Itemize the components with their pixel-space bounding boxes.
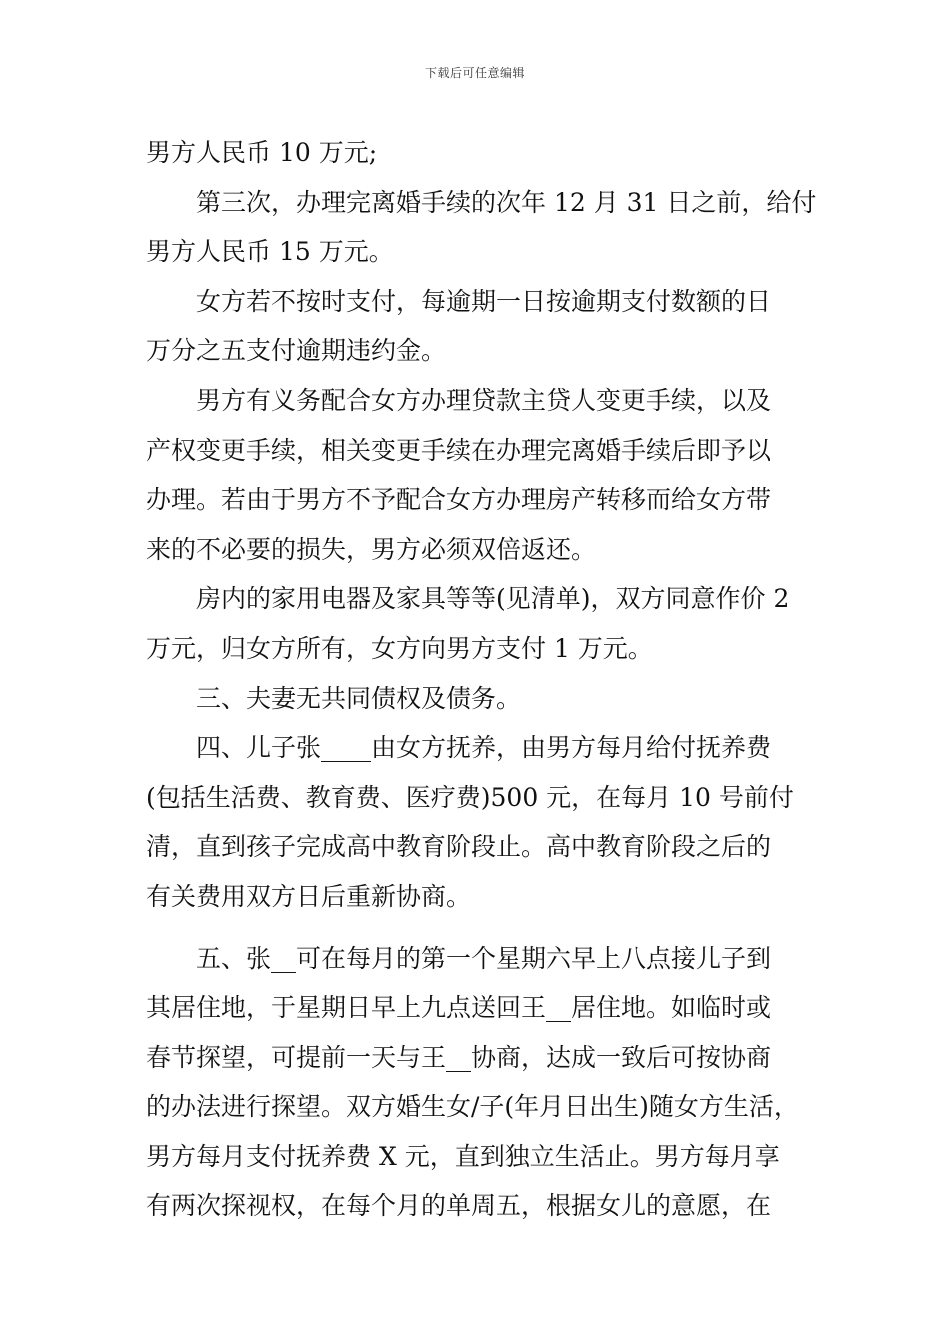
text-line: 房内的家用电器及家具等等(见清单)，双方同意作价 2 xyxy=(196,584,790,614)
text-line: 办理。若由于男方不予配合女方办理房产转移而给女方带 xyxy=(146,485,772,515)
text-line: 春节探望，可提前一天与王__协商，达成一致后可按协商 xyxy=(146,1042,772,1072)
text-line: 男方有义务配合女方办理贷款主贷人变更手续，以及 xyxy=(196,385,772,415)
text-line: 男方人民币 15 万元。 xyxy=(146,237,394,267)
text-line: 万分之五支付逾期违约金。 xyxy=(146,336,447,366)
text-line: 男方每月支付抚养费 X 元，直到独立生活止。男方每月享 xyxy=(146,1141,780,1171)
text-line: 有两次探视权，在每个月的单周五，根据女儿的意愿，在 xyxy=(146,1191,772,1221)
text-line: 第三次，办理完离婚手续的次年 12 月 31 日之前，给付 xyxy=(196,187,817,217)
text-line: 其居住地，于星期日早上九点送回王__居住地。如临时或 xyxy=(146,993,772,1023)
text-line: 万元，归女方所有，女方向男方支付 1 万元。 xyxy=(146,633,653,663)
paragraph-gap xyxy=(146,922,811,934)
page-header-note: 下载后可任意编辑 xyxy=(424,66,525,80)
text-line: 女方若不按时支付，每逾期一日按逾期支付数额的日 xyxy=(196,286,772,316)
text-line: 三、夫妻无共同债权及债务。 xyxy=(196,683,522,713)
text-line: 清，直到孩子完成高中教育阶段止。高中教育阶段之后的 xyxy=(146,832,772,862)
text-line: 五、张__可在每月的第一个星期六早上八点接儿子到 xyxy=(196,943,772,973)
text-line: 的办法进行探望。双方婚生女/子(年月日出生)随女方生活， xyxy=(146,1092,799,1122)
text-line: (包括生活费、教育费、医疗费)500 元，在每月 10 号前付 xyxy=(146,782,794,812)
text-line: 产权变更手续，相关变更手续在办理完离婚手续后即予以 xyxy=(146,435,772,465)
text-line: 四、儿子张____由女方抚养，由男方每月给付抚养费 xyxy=(196,733,772,763)
document-body xyxy=(146,128,817,1231)
text-line: 来的不必要的损失，男方必须双倍返还。 xyxy=(146,534,597,564)
text-line: 有关费用双方日后重新协商。 xyxy=(146,881,472,911)
text-line: 男方人民币 10 万元; xyxy=(146,138,378,167)
